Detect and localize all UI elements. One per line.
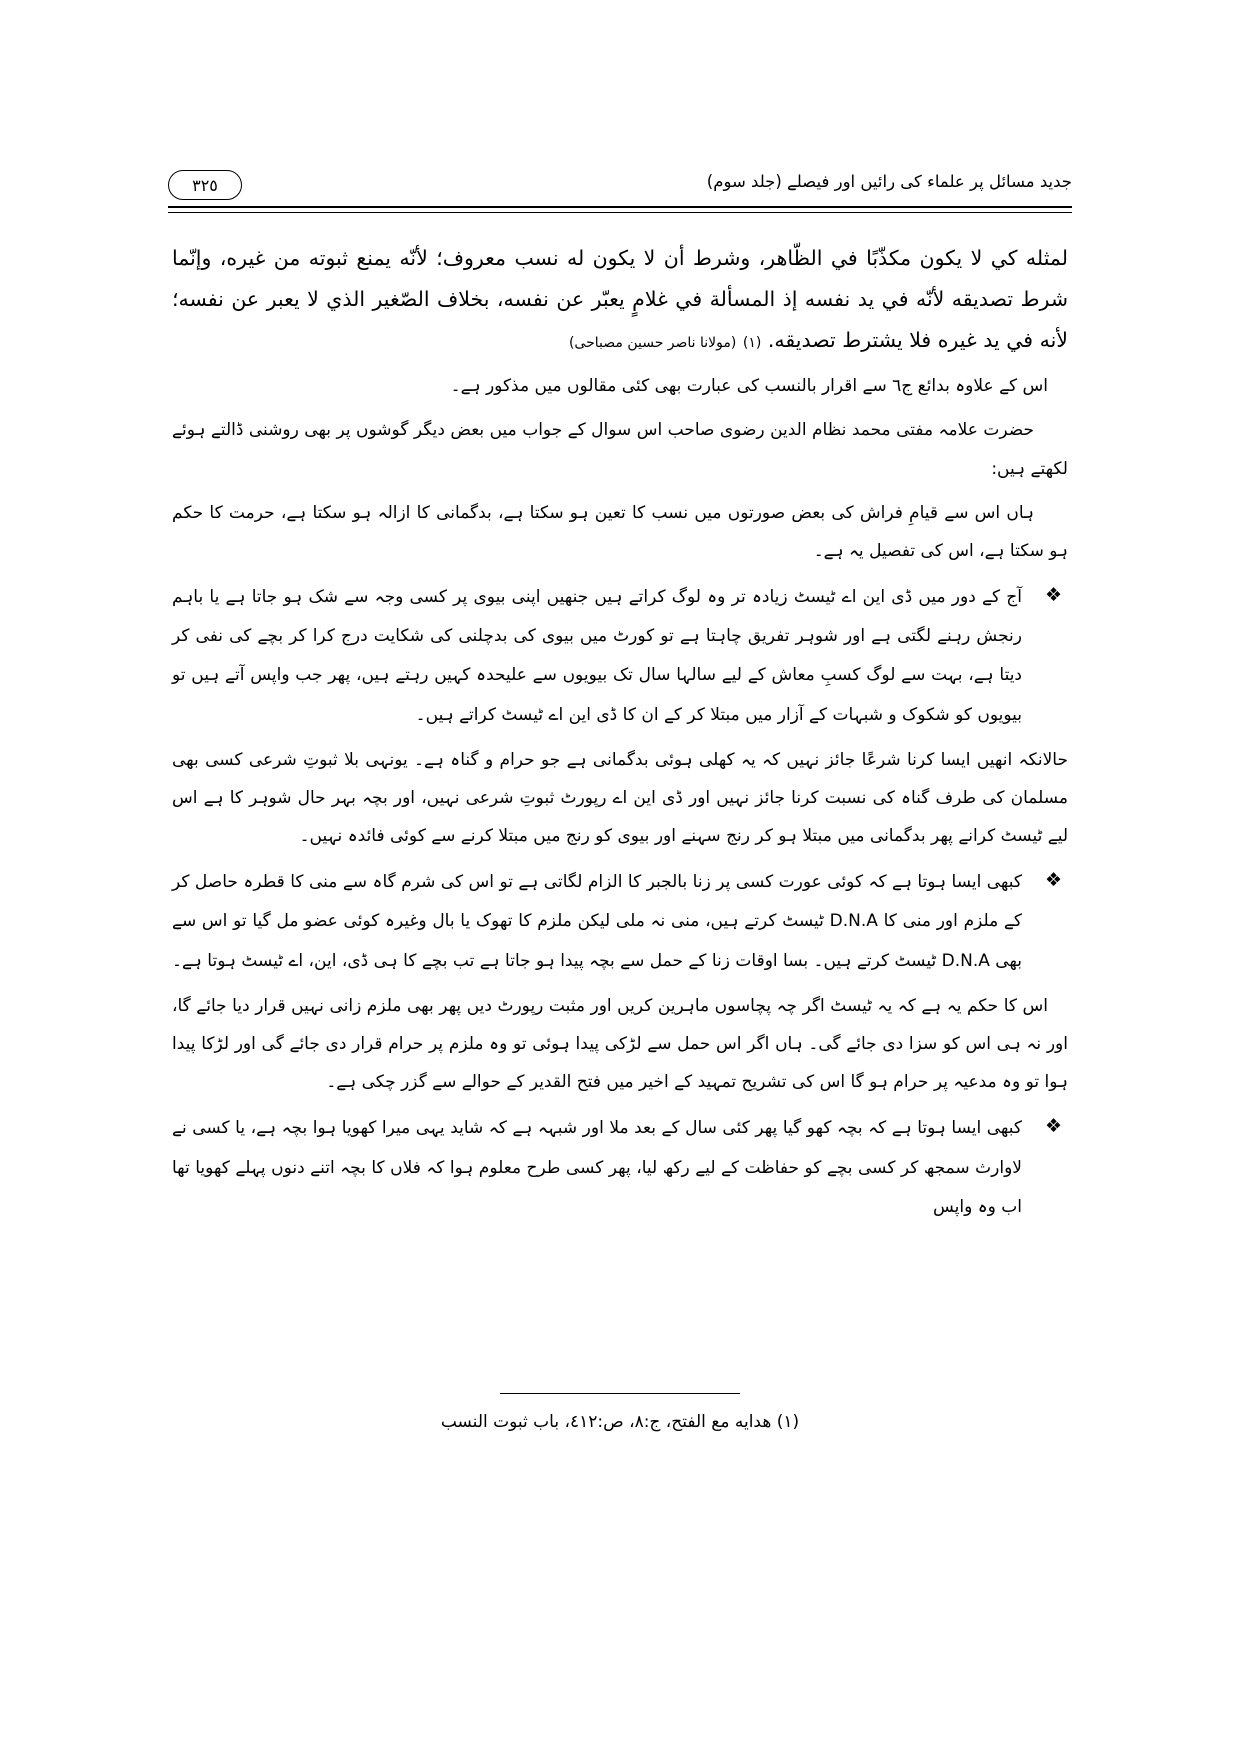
header-title: جدید مسائل پر علماء کی رائیں اور فیصلے (جلد سوم) [706,172,1072,191]
list-item-text: کبھی ایسا ہوتا ہے کہ بچہ کھو گیا پھر کئی سال کے بعد ملا اور شبہہ ہے کہ شاید یہی میرا کھویا ہوا بچہ ہے، یا کسی نے لاوارث سمجھ کر کسی بچے کو حفاظت کے لیے رکھ لیا، پھر کسی طرح معلوم ہوا کہ فلاں کا بچہ اتنے دنوں پہلے کھویا تھا اب وہ واپس [172,1118,1022,1217]
footnote-marker: (۱) [776,1411,800,1432]
paragraph-2: حضرت علامہ مفتی محمد نظام الدین رضوی صاحب اس سوال کے جواب میں بعض دیگر گوشوں پر بھی روشنی ڈالتے ہوئے لکھتے ہیں: [172,420,1068,479]
page-header [168,168,1072,214]
page-content [172,238,1068,1229]
list-item [172,1109,1068,1226]
list-item [172,863,1068,980]
list-item-text: آج کے دور میں ڈی این اے ٹیسٹ زیادہ تر وہ لوگ کراتے ہیں جنھیں اپنی بیوی پر کسی وجہ سے شک ہو جاتا ہے یا باہم رنجش رہنے لگتی ہے اور شوہر تفریق چاہتا ہے تو کورٹ میں بیوی کی بدچلنی کی شکایت درج کرا کر بچے کی نفی کر دیتا ہے، بہت سے لوگ کسبِ معاش کے لیے سالہا سال تک بیویوں سے علیحدہ کہیں رہتے ہیں، پھر جب واپس آتے ہیں تو بیویوں کو شکوک و شبہات کے آزار میں مبتلا کر کے ان کا ڈی این اے ٹیسٹ کراتے ہیں۔ [172,587,1022,725]
page-number-text: ٣٢٥ [192,175,218,195]
paragraph-5: اس کا حکم یہ ہے کہ یہ ٹیسٹ اگر چہ پچاسوں ماہرین کریں اور مثبت رپورٹ دیں پھر بھی ملزم زانی نہیں قرار دیا جائے گا، اور نہ ہی اس کو سزا دی جائے گی۔ ہاں اگر اس حمل سے لڑکی پیدا ہوئی تو وہ ملزم پر حرام قرار دی جائے گی اور لڑکا پیدا ہوا تو وہ مدعیہ پر حرام ہو گا اس کی تشریح تمہید کے اخیر میں فتح القدیر کے حوالے سے گزر چکی ہے۔ [172,995,1068,1093]
footnote-section [172,1393,1068,1438]
footnote-divider [500,1393,740,1394]
footnote-entry [172,1406,1068,1438]
floral-bullet-icon: ❖ [1044,869,1062,892]
paragraph-4: حالانکہ انھیں ایسا کرنا شرعًا جائز نہیں کہ یہ کھلی ہوئی بدگمانی ہے جو حرام و گناہ ہے۔ یونہی بلا ثبوتِ شرعی کسی بھی مسلمان کی طرف گناہ کی نسبت کرنا جائز نہیں اور ڈی این اے رپورٹ ثبوتِ شرعی نہیں، اور بچہ بہر حال شوہر کا ہے اس لیے ٹیسٹ کرانے پھر بدگمانی میں مبتلا ہو کر رنج سہنے اور بیوی کو رنج میں مبتلا کرنے سے کوئی فائدہ نہیں۔ [172,749,1068,847]
paragraph-3: ہاں اس سے قیامِ فراش کی بعض صورتوں میں نسب کا تعین ہو سکتا ہے، بدگمانی کا ازالہ ہو سکتا ہے، حرمت کا حکم ہو سکتا ہے، اس کی تفصیل یہ ہے۔ [172,502,1068,561]
arabic-quote-text: لمثله كي لا يكون مكذّبًا في الظّاهر، وشرط أن لا يكون له نسب معروف؛ لأنّه يمنع ثبوته من غيره، وإنّما شرط تصديقه لأنّه في يد نفسه إذ المسألة في غلامٍ يعبّر عن نفسه، بخلاف الصّغير الذي لا يعبر عن نفسه؛ لأنه في يد غيره فلا يشترط تصديقه. [172,246,1068,352]
page-number [168,170,242,200]
floral-bullet-icon: ❖ [1044,584,1062,607]
paragraph-1: اس کے علاوہ بدائع ج٦ سے اقرار بالنسب کی عبارت بھی کئی مقالوں میں مذکور ہے۔ [450,376,1048,396]
footnote-text: هدايه مع الفتح، ج:٨، ص:٤١٢، باب ثبوت النسب [440,1411,772,1432]
list-item [172,578,1068,734]
arabic-quote-ref: (۱) [742,335,762,351]
header-divider [168,206,1072,213]
arabic-quote-attrib: (مولانا ناصر حسین مصباحی) [568,335,737,351]
arabic-quote-block [172,238,1068,361]
list-item-text: کبھی ایسا ہوتا ہے کہ کوئی عورت کسی پر زنا بالجبر کا الزام لگاتی ہے تو اس کی شرم گاہ سے منی کا قطرہ حاصل کر کے ملزم اور منی کا D.N.A ٹیسٹ کرتے ہیں، منی نہ ملی لیکن ملزم کا تھوک یا بال وغیرہ کوئی عضو مل گیا تو اس سے بھی D.N.A ٹیسٹ کرتے ہیں۔ بسا اوقات زنا کے حمل سے بچہ پیدا ہو جاتا ہے تب بچے کا ہی ڈی، این، اے ٹیسٹ ہوتا ہے۔ [172,872,1022,971]
floral-bullet-icon: ❖ [1044,1115,1062,1138]
